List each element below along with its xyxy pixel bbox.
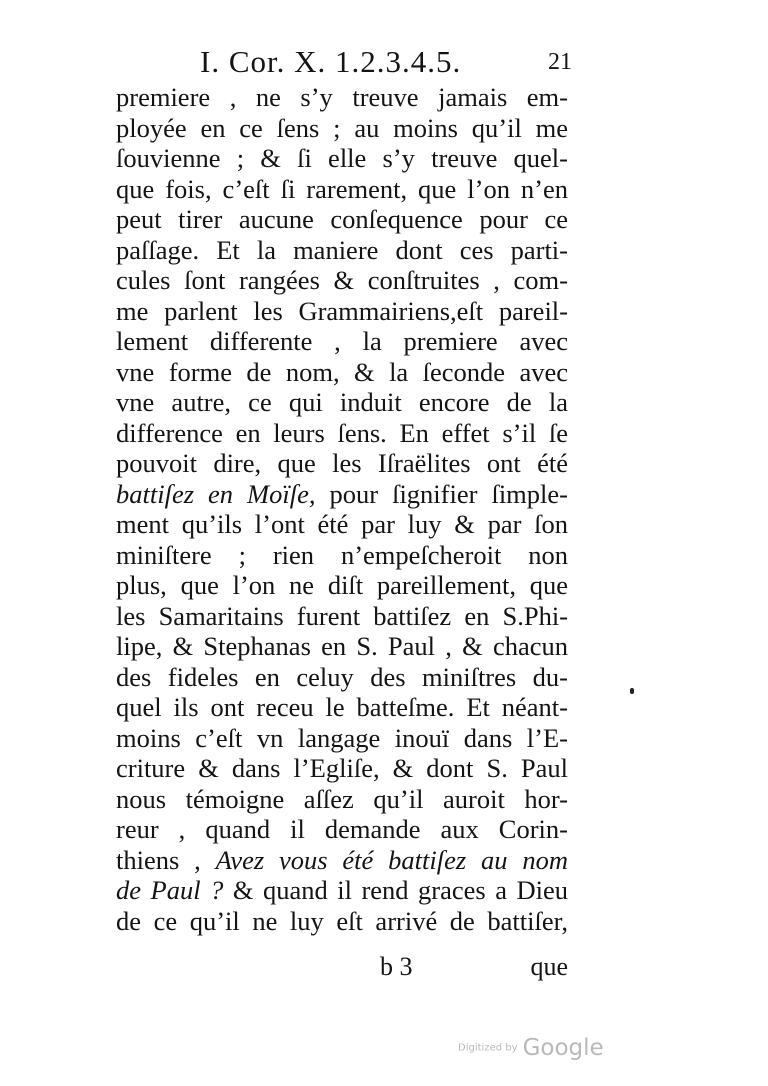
text-line: me parlent les Grammairiens,eſt pareil- bbox=[116, 295, 568, 326]
text-line: reur , quand il demande aux Corin- bbox=[116, 814, 568, 844]
text-line: criture & dans l’Egliſe, & dont S. Paul bbox=[116, 753, 568, 783]
text-line: plus, que l’on ne diſt pareillement, que bbox=[116, 570, 568, 600]
text-line bbox=[116, 875, 568, 906]
text-line: ment qu’ils l’ont été par luy & par ſon bbox=[116, 509, 568, 539]
body-text bbox=[116, 82, 568, 936]
text-line: cules ſont rangées & conſtruites , com- bbox=[116, 265, 568, 295]
text-line bbox=[116, 479, 568, 510]
italic-quote: battiſez en Moïſe, bbox=[116, 478, 316, 509]
line-text: thiens , bbox=[116, 844, 216, 875]
text-line: moins c’eſt vn langage inouï dans l’E- bbox=[116, 722, 568, 753]
italic-quote: Avez vous été battiſez au nom bbox=[215, 844, 568, 875]
signature-mark: b 3 bbox=[380, 952, 413, 981]
text-line: peut tirer aucune conſequence pour ce bbox=[116, 204, 568, 234]
text-line: vne forme de nom, & la ſeconde avec bbox=[116, 356, 568, 387]
text-line: quel ils ont receu le batteſme. Et néant- bbox=[116, 692, 568, 722]
text-line: de ce qu’il ne luy eſt arrivé de battiſer, bbox=[116, 905, 568, 936]
text-line: vne autre, ce qui induit encore de la bbox=[116, 387, 568, 417]
line-text: pour ſignifier ſimple- bbox=[315, 478, 568, 509]
google-watermark bbox=[458, 1035, 604, 1065]
page-header bbox=[200, 42, 580, 82]
page-footer bbox=[380, 950, 568, 984]
text-line: lipe, & Stephanas en S. Paul , & chacun bbox=[116, 631, 568, 661]
text-line: pouvoit dire, que les Iſraëlites ont été bbox=[116, 448, 568, 478]
text-line: premiere , ne s’y treuve jamais em- bbox=[116, 82, 568, 112]
ink-speck bbox=[630, 688, 634, 694]
text-line: ſouvienne ; & ſi elle s’y treuve quel- bbox=[116, 143, 568, 173]
catchword: que bbox=[530, 952, 568, 981]
text-line bbox=[116, 845, 568, 876]
text-line: lement differente , la premiere avec bbox=[116, 326, 568, 356]
text-line: ployée en ce ſens ; au moins qu’il me bbox=[116, 112, 568, 143]
watermark-brand: Google bbox=[522, 1035, 604, 1061]
text-line: miniſtere ; rien n’empeſcheroit non bbox=[116, 539, 568, 570]
text-line: que fois, c’eſt ſi rarement, que l’on n’en bbox=[116, 173, 568, 204]
text-line: paſſage. Et la maniere dont ces parti- bbox=[116, 234, 568, 265]
text-line: des fideles en celuy des miniſtres du- bbox=[116, 661, 568, 692]
text-line: nous témoigne aſſez qu’il auroit hor- bbox=[116, 783, 568, 814]
italic-quote: de Paul ? bbox=[116, 875, 224, 905]
running-head: I. Cor. X. 1.2.3.4.5. bbox=[200, 44, 462, 79]
line-text: & quand il rend graces a Dieu bbox=[223, 875, 568, 905]
watermark-prefix: Digitized by bbox=[458, 1042, 518, 1054]
page-number: 21 bbox=[548, 49, 572, 75]
text-line: difference en leurs ſens. En effet s’il ſe bbox=[116, 417, 568, 448]
text-line: les Samaritains furent battiſez en S.Phi- bbox=[116, 600, 568, 631]
